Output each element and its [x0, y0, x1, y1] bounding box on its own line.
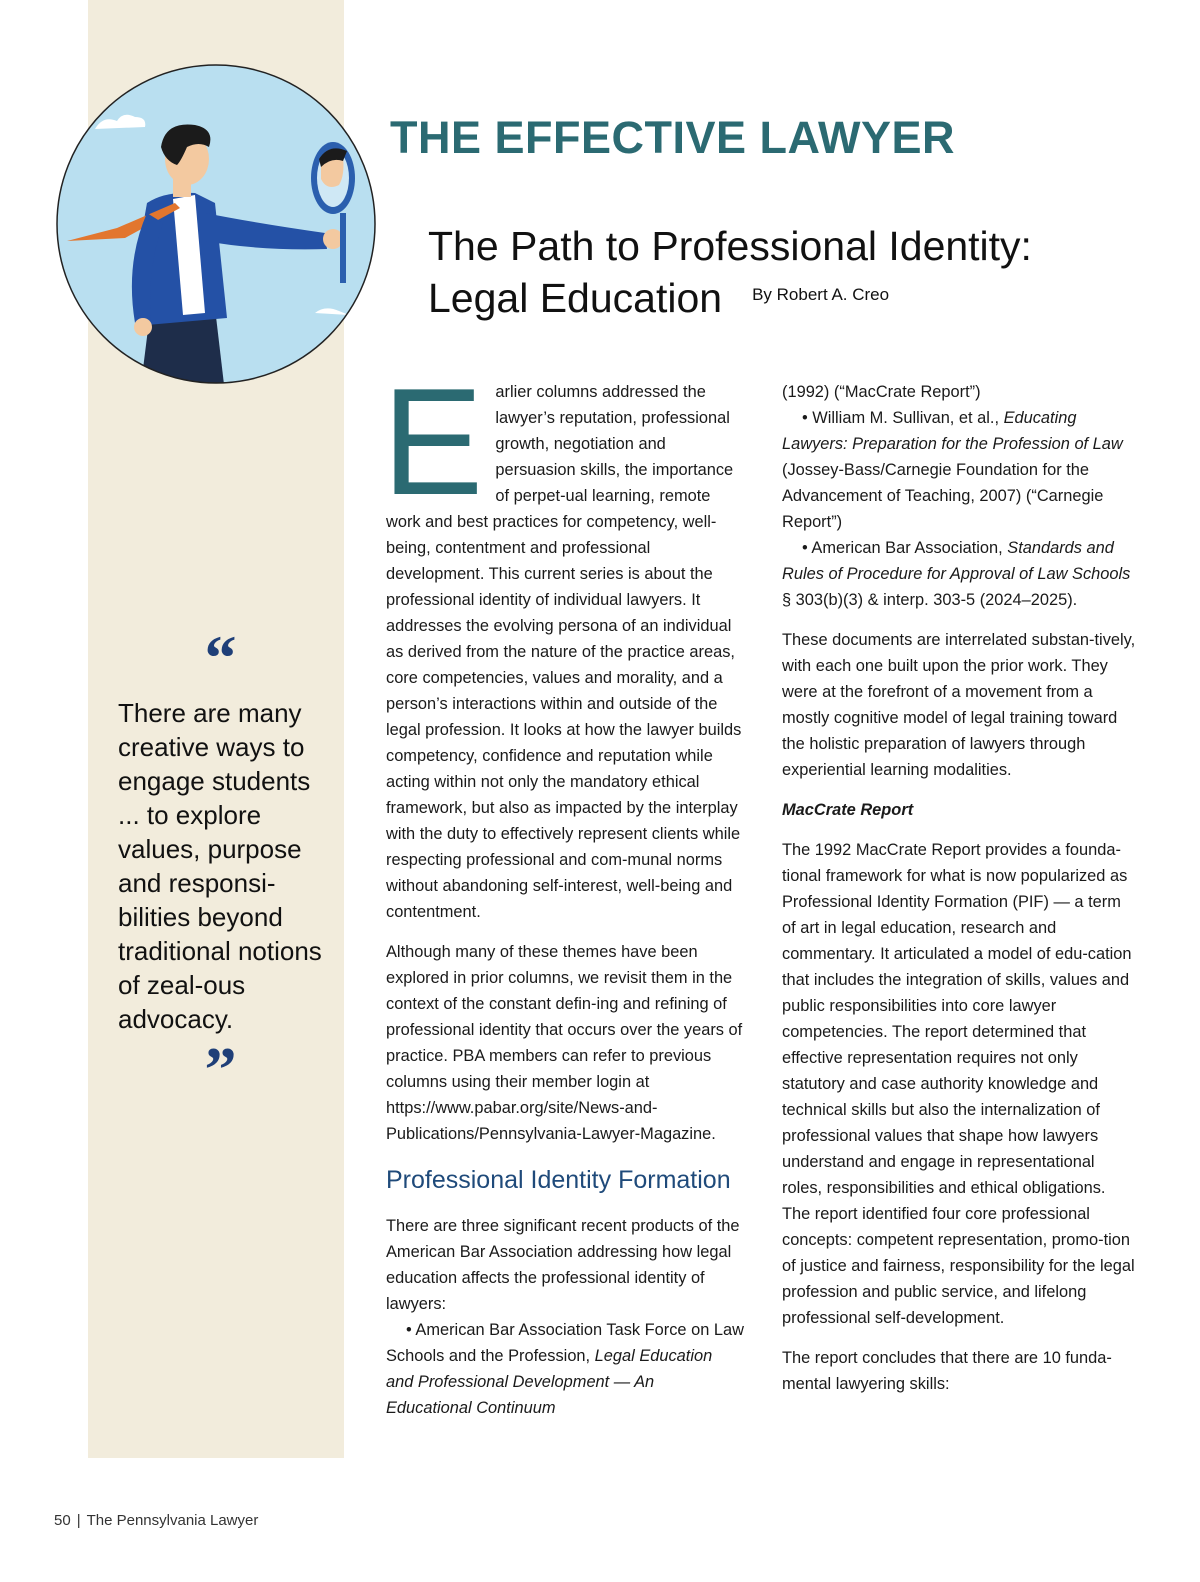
footer-separator: |	[76, 1512, 81, 1529]
bullet-item-aba-standards	[782, 535, 1137, 613]
bullet-item-maccrate	[386, 1317, 744, 1421]
paragraph-6: The report concludes that there are 10 funda-mental lawyering skills:	[782, 1349, 1112, 1393]
bullet-2-tail: (Jossey-Bass/Carnegie Foundation for the Advancement of Teaching, 2007) (“Carnegie Report”)	[782, 461, 1104, 531]
pullquote-text: There are many creative ways to engage students ... to explore values, purpose and responsi-bilities beyond traditional notions of zeal-ous advocacy.	[118, 698, 322, 1034]
title-line-2: Legal Education	[428, 275, 723, 321]
open-quote-icon: “	[204, 622, 237, 693]
bullet-1-text: • American Bar Association Task Force on Law Schools and the Profession,	[386, 1321, 744, 1365]
section-title: THE EFFECTIVE LAWYER	[390, 112, 956, 163]
bullet-3-tail: § 303(b)(3) & interp. 303-5 (2024–2025).	[782, 591, 1078, 609]
drop-cap: E	[382, 357, 484, 527]
article-column-1	[382, 357, 744, 1421]
bullet-1-title: Legal Education and Professional Development — An Educational Continuum	[386, 1347, 713, 1417]
paragraph-5: The 1992 MacCrate Report provides a founda-tional framework for what is now popularized as Professional Identity Formation (PIF) — a term of art in legal education, research and commentary. It articulated a model of edu-cation that includes the integration of skills, values and public responsibilities into core lawyer competencies. The report determined that effective representation requires not only statutory and case authority knowledge and technical skills but also the internalization of professional values that shape how lawyers understand and engage in representational roles, responsibilities and ethical obligations. The report identified four core professional concepts: competent representation, promo-tion of justice and fairness, responsibility for the legal profession and public service, and lifelong professional self-development.	[782, 841, 1135, 1327]
bullet-item-carnegie	[782, 405, 1137, 535]
byline: By Robert A. Creo	[752, 285, 890, 305]
bullet-2-text: • William M. Sullivan, et al.,	[802, 409, 1004, 427]
title-line-1: The Path to Professional Identity:	[428, 223, 1032, 269]
intro-paragraph	[382, 357, 744, 925]
publication-name: The Pennsylvania Lawyer	[86, 1512, 259, 1529]
paragraph-4: These documents are interrelated substan-tively, with each one built upon the prior work. They were at the forefront of a movement from a mostly cognitive model of legal training toward the holistic preparation of lawyers through experiential learning modalities.	[782, 631, 1136, 779]
pullquote	[118, 622, 323, 1105]
close-quote-icon: ”	[204, 1034, 237, 1105]
subhead-maccrate-report: MacCrate Report	[782, 801, 914, 819]
bullet-2-title: Educating Lawyers: Preparation for the Profession of Law	[782, 409, 1123, 453]
paragraph-1-text: arlier columns addressed the lawyer’s reputation, professional growth, negotiation and persuasion skills, the importance of perpet-ual learning, remote work and best practices for competency, well-being, contentment and professional development. This current series is about the professional identity of individual lawyers. It addresses the evolving persona of an individual as derived from the nature of the practice areas, core competencies, values and morality, and a person’s interactions within and outside of the legal profession. It looks at how the lawyer builds competency, confidence and reputation while acting within not only the mandatory ethical framework, but also as impacted by the interplay with the duty to effectively represent clients while respecting professional and com-munal norms without abandoning self-interest, well-being and contentment.	[386, 383, 742, 921]
lawyer-mirror-illustration	[55, 63, 377, 385]
bullet-1-continuation: (1992) (“MacCrate Report”)	[782, 383, 981, 401]
subhead-professional-identity: Professional Identity Formation	[386, 1166, 731, 1194]
paragraph-2: Although many of these themes have been explored in prior columns, we revisit them in the context of the constant defin-ing and refining of professional identity that occurs over the years of practice. PBA members can refer to previous columns using their member login at https://www.pabar.org/site/News-and-Publications/Pennsylvania-Lawyer-Magazine.	[386, 943, 743, 1143]
paragraph-3: There are three significant recent products of the American Bar Association addressing how legal education affects the professional identity of lawyers:	[386, 1217, 740, 1313]
page-footer	[54, 1512, 258, 1529]
bullet-3-title: Standards and Rules of Procedure for Approval of Law Schools	[782, 539, 1131, 583]
article-title	[428, 220, 1032, 327]
bullet-3-text: • American Bar Association,	[802, 539, 1008, 557]
article-column-2	[782, 379, 1137, 1411]
page-number: 50	[54, 1512, 71, 1529]
